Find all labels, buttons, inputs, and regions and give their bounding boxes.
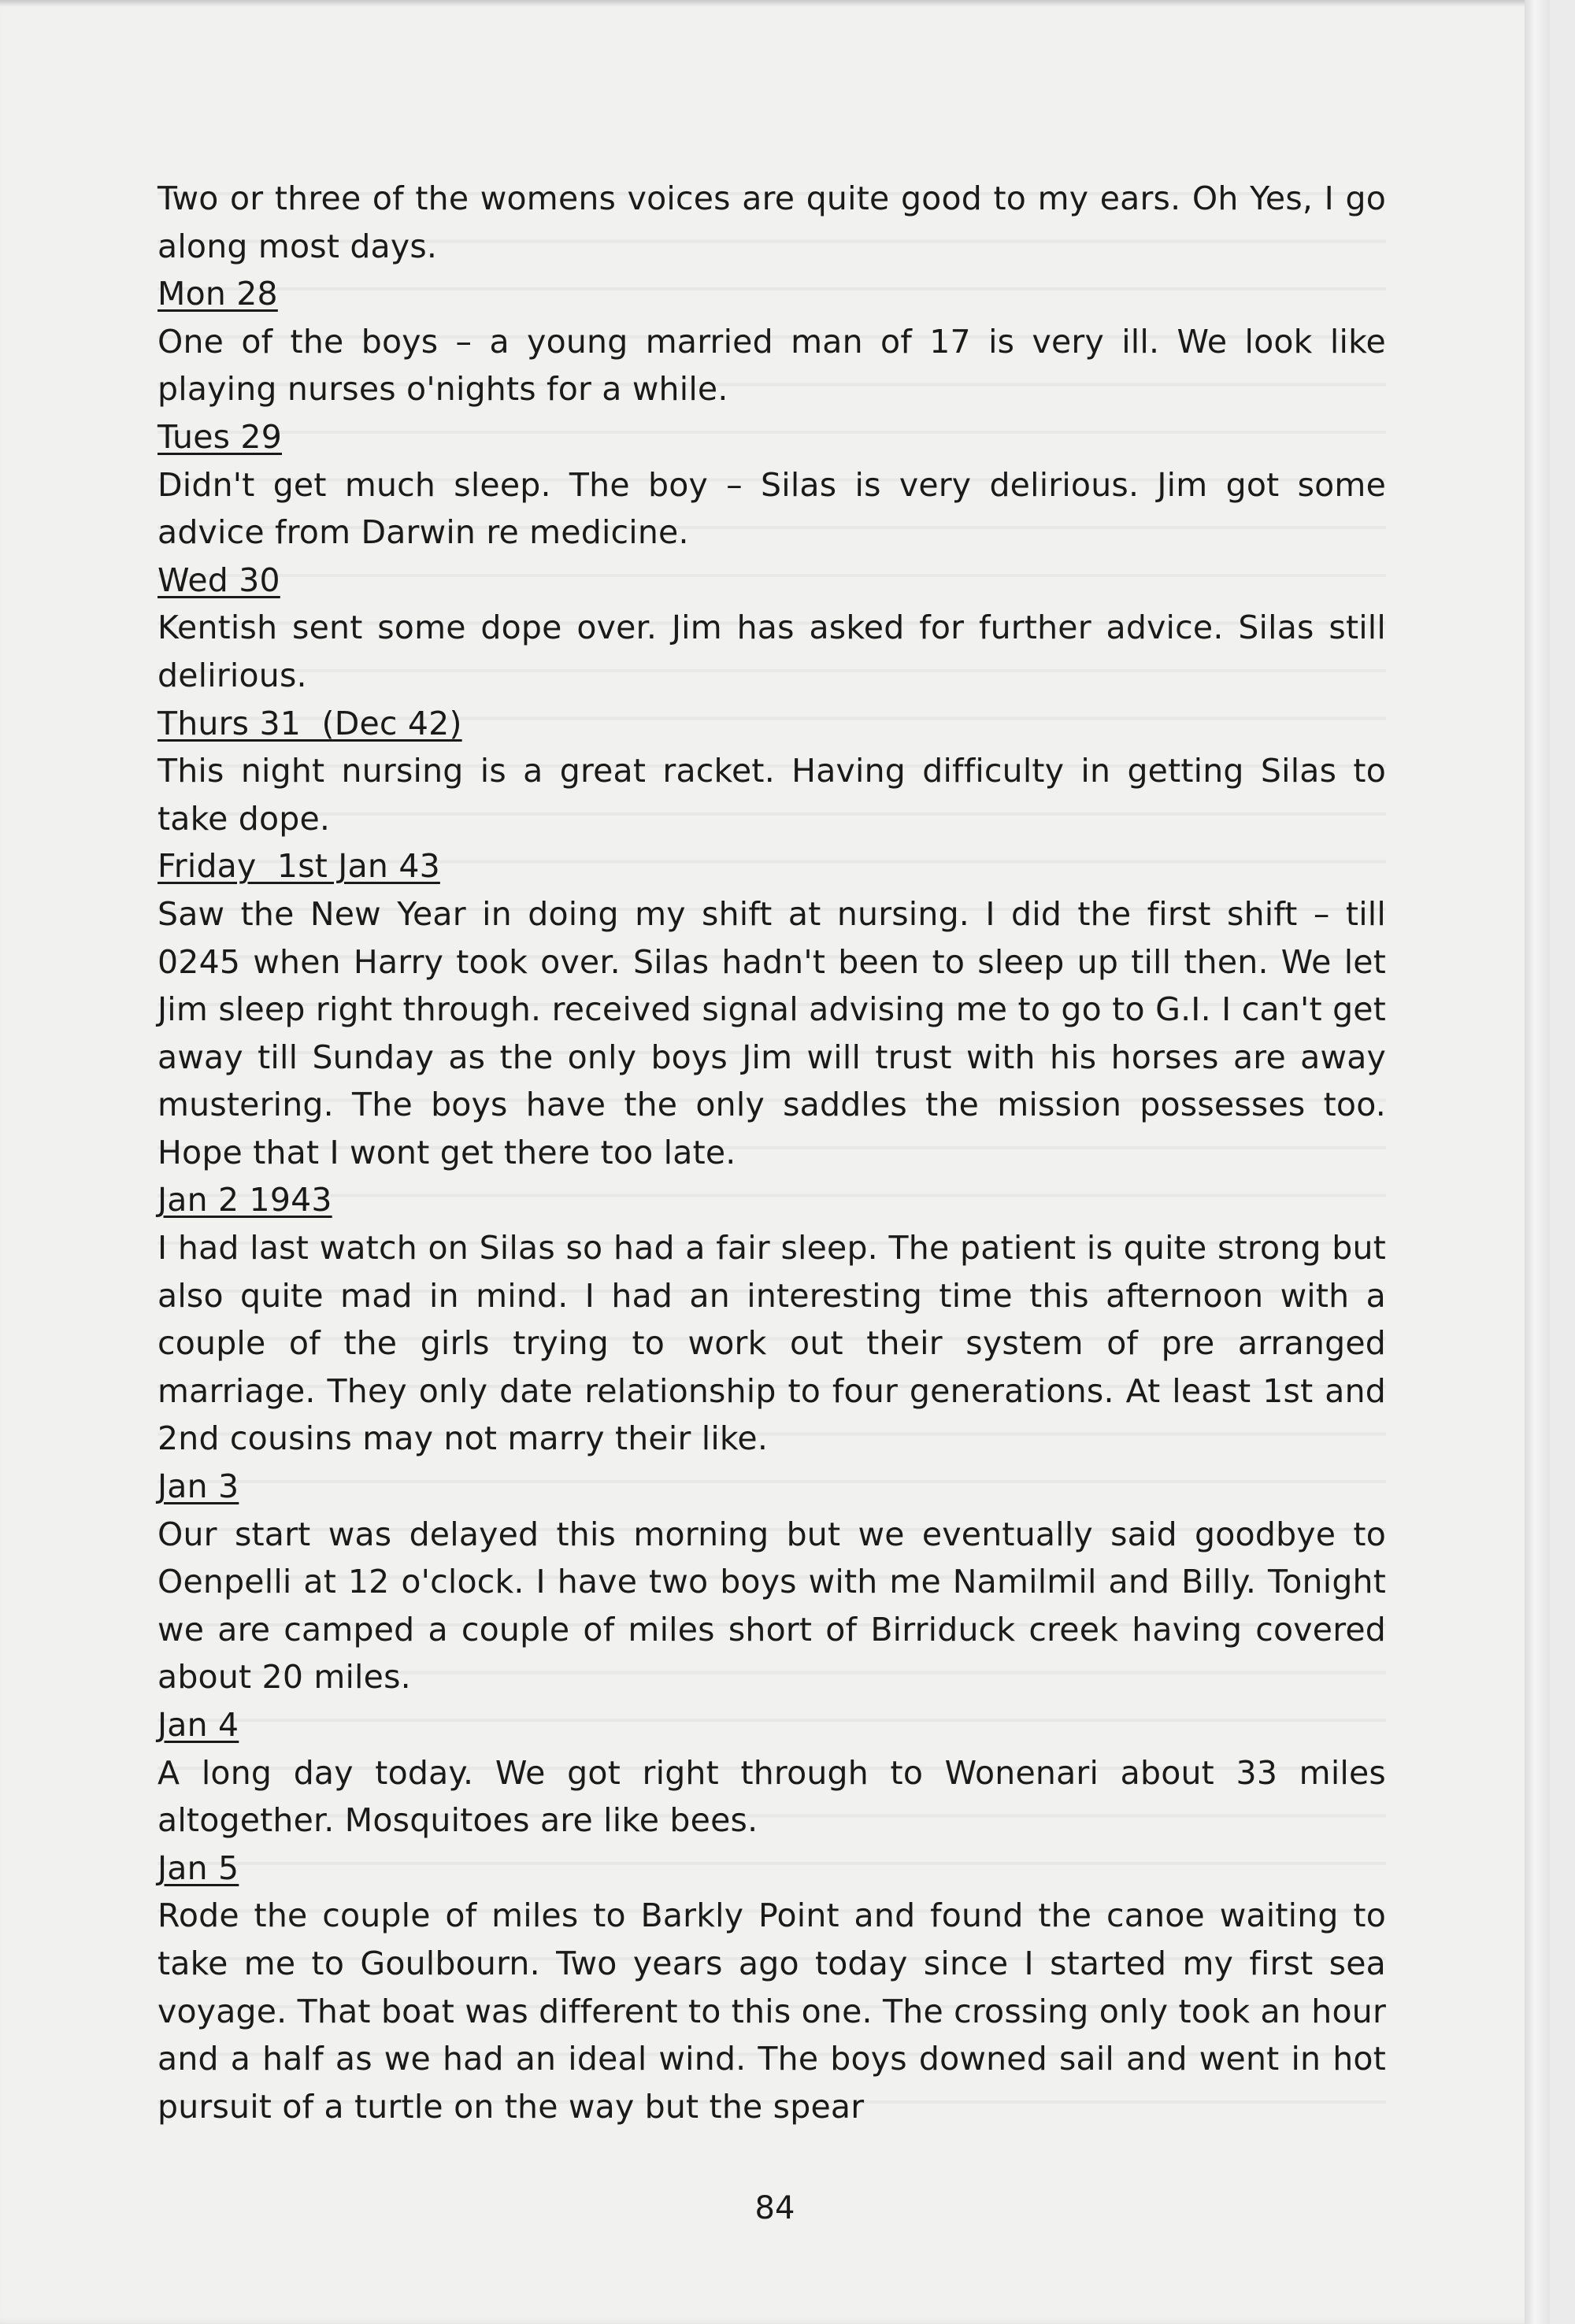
entry-text-jan-3: Our start was delayed this morning but we eventually said goodbye to Oenpelli at 12 o'clock. I have two boys with me Namilmil and Billy. Tonight we are camped a couple of miles short of Birriduck creek having covered about 20 miles. xyxy=(158,1515,1386,1697)
page-right-edge xyxy=(1525,0,1550,2324)
entry-text-jan-4: A long day today. We got right through to Wonenari about 33 miles altogether. Mosquitoes are like bees. xyxy=(158,1753,1386,1840)
entry-heading-jan-2: Jan 2 1943 xyxy=(158,1181,332,1219)
page-body xyxy=(158,175,1386,2130)
entry-text-friday-1st-jan: Saw the New Year in doing my shift at nursing. I did the first shift – till 0245 when Harry took over. Silas hadn't been to sleep up till then. We let Jim sleep right through. received signal advising me to go to G.I. I can't get away till Sunday as the only boys Jim will trust with his horses are away mustering. The boys have the only saddles the mission possesses too. Hope that I wont get there too late. xyxy=(158,894,1386,1171)
entry-heading-tues-29: Tues 29 xyxy=(158,417,282,456)
entry-text-mon-28: One of the boys – a young married man of 17 is very ill. We look like playing nurses o'nights for a while. xyxy=(158,322,1386,409)
entry-text-jan-2: I had last watch on Silas so had a fair sleep. The patient is quite strong but also quite mad in mind. I had an interesting time this afternoon with a couple of the girls trying to work out their system of pre arranged marriage. They only date relationship to four generations. At least 1st and 2nd cousins may not marry their like. xyxy=(158,1229,1386,1458)
entry-text-tues-29: Didn't get much sleep. The boy – Silas is very delirious. Jim got some advice from Darwin re medicine. xyxy=(158,465,1386,552)
opening-paragraph: Two or three of the womens voices are quite good to my ears. Oh Yes, I go along most days. xyxy=(158,179,1386,265)
entry-text-thurs-31: This night nursing is a great racket. Having difficulty in getting Silas to take dope. xyxy=(158,752,1386,838)
entry-text-jan-5: Rode the couple of miles to Barkly Point and found the canoe waiting to take me to Goulbourn. Two years ago today since I started my first sea voyage. That boat was different to this one. The crossing only took an hour and a half as we had an ideal wind. The boys downed sail and went in hot pursuit of a turtle on the way but the spear xyxy=(158,1897,1386,2126)
entry-text-wed-30: Kentish sent some dope over. Jim has asked for further advice. Silas still delirious. xyxy=(158,609,1386,694)
entry-heading-jan-5: Jan 5 xyxy=(158,1848,239,1887)
entry-heading-mon-28: Mon 28 xyxy=(158,275,278,313)
page-top-edge xyxy=(0,0,1550,6)
entry-heading-wed-30: Wed 30 xyxy=(158,561,280,599)
entry-heading-jan-3: Jan 3 xyxy=(158,1467,239,1506)
entry-heading-thurs-31: Thurs 31 (Dec 42) xyxy=(158,704,462,742)
entry-heading-jan-4: Jan 4 xyxy=(158,1706,239,1744)
entry-heading-friday-1st-jan: Friday 1st Jan 43 xyxy=(158,847,440,886)
page-number: 84 xyxy=(754,2190,795,2226)
